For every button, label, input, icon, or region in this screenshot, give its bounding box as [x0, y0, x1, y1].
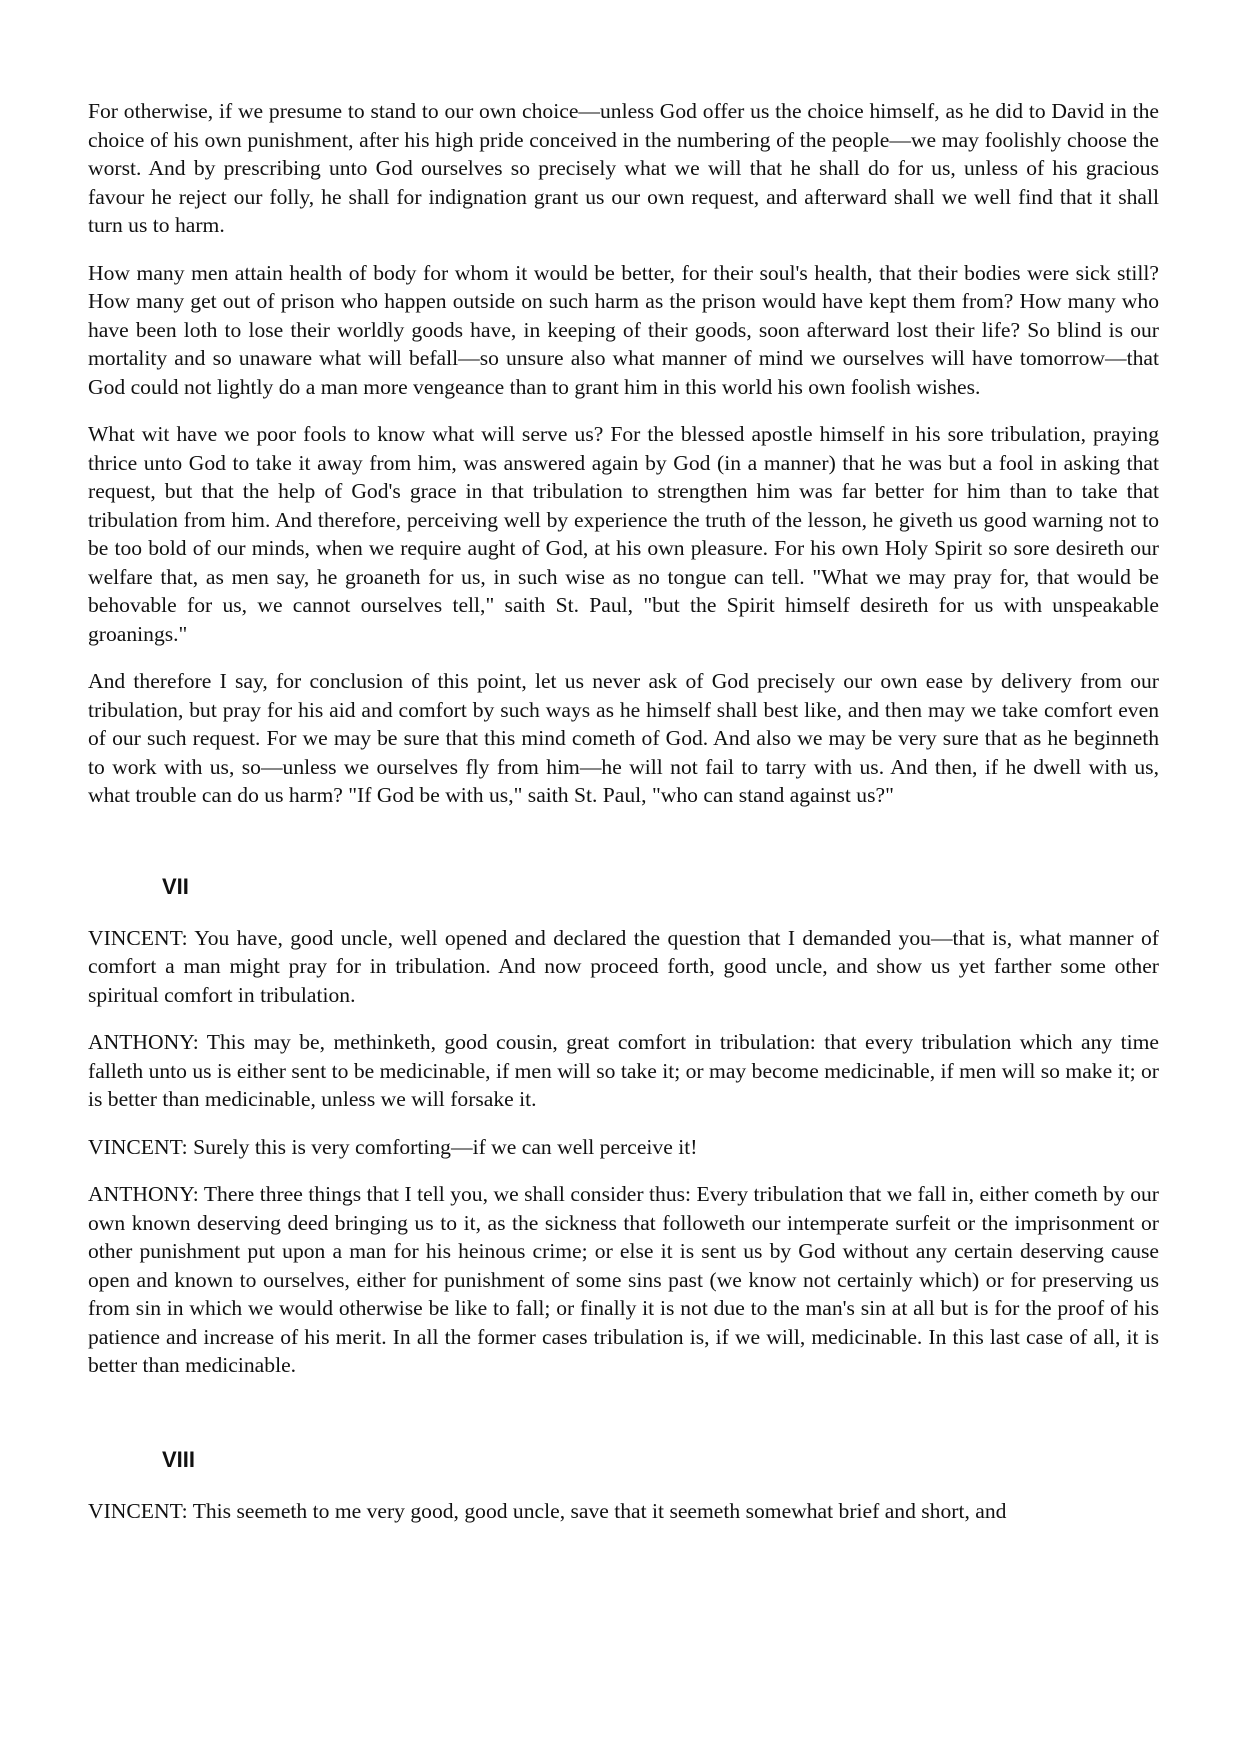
section-vii: [88, 873, 1159, 1380]
paragraph: VINCENT: You have, good uncle, well opened and declared the question that I demanded you—that is, what manner of comfort a man might pray for in tribulation. And now proceed forth, good uncle, and show us yet farther some other spiritual comfort in tribulation.: [88, 925, 1159, 1007]
document-page: [88, 97, 1159, 1525]
section-viii: [88, 1446, 1159, 1526]
paragraph: And therefore I say, for conclusion of this point, let us never ask of God precisely our own ease by delivery from our tribulation, but pray for his aid and comfort by such ways as he himself shall best like, and then may we take comfort even of our such request. For we may be sure that this mind cometh of God. And also we may be very sure that as he beginneth to work with us, so—unless we ourselves fly from him—he will not fail to tarry with us. And then, if he dwell with us, what trouble can do us harm? "If God be with us," saith St. Paul, "who can stand against us?": [88, 669, 1159, 807]
paragraph: ANTHONY: There three things that I tell you, we shall consider thus: Every tribulation that we fall in, either cometh by our own known deserving deed bringing us to it, as the sickness that followeth our intemperate surfeit or the imprisonment or other punishment put upon a man for his heinous crime; or else it is sent us by God without any certain deserving cause open and known to ourselves, either for punishment of some sins past (we know not certainly which) or for preserving us from sin in which we would otherwise be like to fall; or finally it is not due to the man's sin at all but is for the proof of his patience and increase of his merit. In all the former cases tribulation is, if we will, medicinable. In this last case of all, it is better than medicinable.: [88, 1182, 1159, 1377]
section-heading: VIII: [162, 1446, 196, 1472]
section-intro: [88, 97, 1159, 810]
paragraph: For otherwise, if we presume to stand to our own choice—unless God offer us the choice himself, as he did to David in the choice of his own punishment, after his high pride conceived in the numbering of the people—we may foolishly choose the worst. And by prescribing unto God ourselves so precisely what we will that he shall do for us, unless of his gracious favour he reject our folly, he shall for indignation grant us our own request, and afterward shall we well find that it shall turn us to harm.: [88, 99, 1159, 237]
paragraph: VINCENT: This seemeth to me very good, good uncle, save that it seemeth somewhat brief and short, and: [88, 1498, 1007, 1523]
paragraph: VINCENT: Surely this is very comforting—if we can well perceive it!: [88, 1134, 698, 1159]
paragraph: How many men attain health of body for whom it would be better, for their soul's health, that their bodies were sick still? How many get out of prison who happen outside on such harm as the prison would have kept them from? How many who have been loth to lose their worldly goods have, in keeping of their goods, soon afterward lost their life? So blind is our mortality and so unaware what will befall—so unsure also what manner of mind we ourselves will have tomorrow—that God could not lightly do a man more vengeance than to grant him in this world his own foolish wishes.: [88, 260, 1159, 399]
paragraph: What wit have we poor fools to know what will serve us? For the blessed apostle himself in his sore tribulation, praying thrice unto God to take it away from him, was answered again by God (in a manner) that he was but a fool in asking that request, but that the help of God's grace in that tribulation to strengthen him was far better for him than to take that tribulation from him. And therefore, perceiving well by experience the truth of the lesson, he giveth us good warning not to be too bold of our minds, when we require aught of God, at his own pleasure. For his own Holy Spirit so sore desireth our welfare that, as men say, he groaneth for us, in such wise as no tongue can tell. "What we may pray for, that would be behovable for us, we cannot ourselves tell," saith St. Paul, "but the Spirit himself desireth for us with unspeakable groanings.": [88, 422, 1159, 646]
paragraph: ANTHONY: This may be, methinketh, good cousin, great comfort in tribulation: that every tribulation which any time falleth unto us is either sent to be medicinable, if men will so take it; or may become medicinable, if men will so make it; or is better than medicinable, unless we will forsake it.: [88, 1030, 1159, 1111]
section-heading: VII: [162, 873, 189, 899]
